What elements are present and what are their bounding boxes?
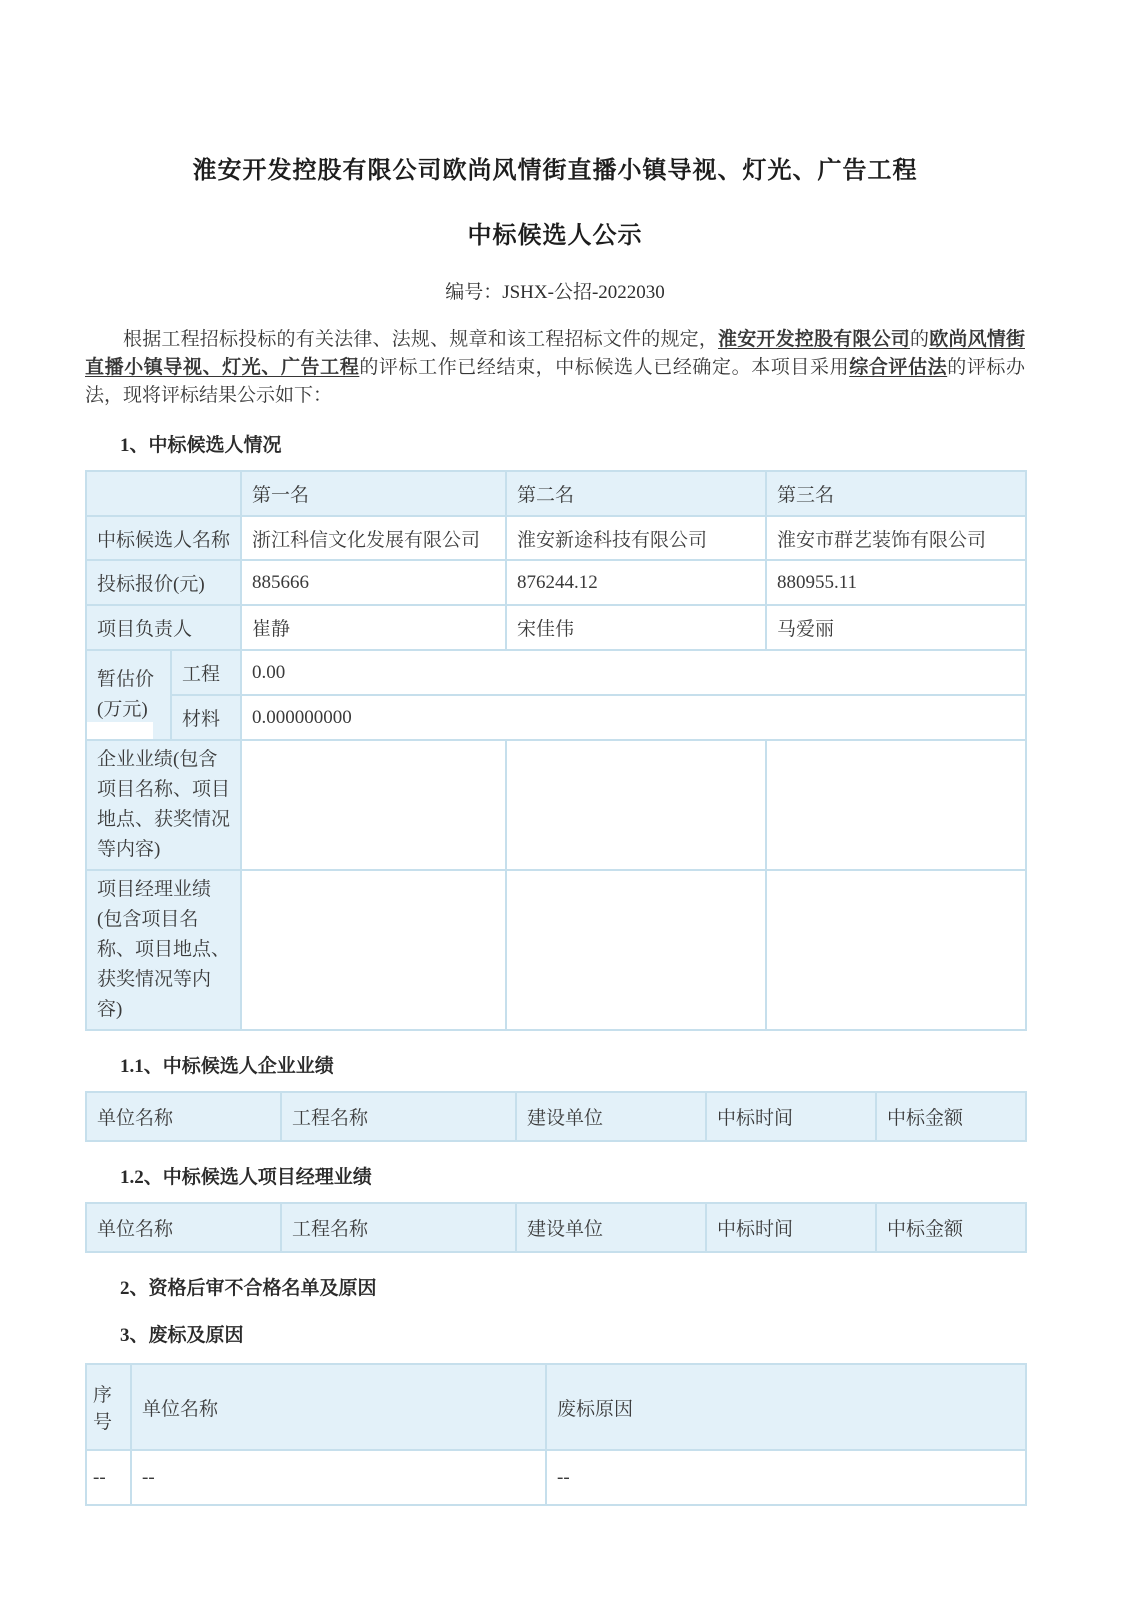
empty-cell [766,740,1026,870]
table-row [86,1092,1026,1141]
rank-1-header: 第一名 [241,471,506,516]
table-row [86,870,1026,1030]
intro-text-3: 的评标工作已经结束，中标候选人已经确定。本项目采用 [359,357,850,378]
provisional-material-label: 材料 [171,695,241,740]
serial-number-placeholder: -- [86,1450,131,1505]
provisional-material-value: 0.000000000 [241,695,1026,740]
provisional-engineering-label: 工程 [171,650,241,695]
column-header-construction-unit: 建设单位 [516,1203,706,1252]
candidates-table [85,470,1027,1031]
intro-paragraph [85,326,1025,410]
section-1-heading: 1、中标候选人情况 [120,435,282,456]
corner-cell [86,471,241,516]
manager-performance-table [85,1202,1027,1253]
section-1-2-heading: 1.2、中标候选人项目经理业绩 [120,1167,372,1188]
bid-price-3: 880955.11 [766,560,1026,605]
candidate-name-1: 浙江科信文化发展有限公司 [241,516,506,560]
rank-2-header: 第二名 [506,471,766,516]
bid-price-label: 投标报价(元) [86,560,241,605]
empty-cell [241,740,506,870]
cell-white-notch [87,722,153,739]
document-number: 编号：JSHX-公招-2022030 [445,282,665,303]
column-header-unit-name: 单位名称 [131,1364,546,1450]
intro-text-1: 根据工程招标投标的有关法律、法规、规章和该工程招标文件的规定， [123,329,719,350]
column-header-construction-unit: 建设单位 [516,1092,706,1141]
intro-text-4: 的评标办法，现将评标结果公示如下： [85,357,1025,406]
intro-text-2: 的 [909,329,930,350]
provisional-price-label [86,650,171,740]
enterprise-performance-table [85,1091,1027,1142]
project-manager-1: 崔静 [241,605,506,650]
section-1-1-heading: 1.1、中标候选人企业业绩 [120,1056,334,1077]
intro-project-name: 欧尚风情街直播小镇导视、灯光、广告工程 [85,329,1025,378]
table-row [86,560,1026,605]
manager-performance-label: 项目经理业绩(包含项目名称、项目地点、获奖情况等内容) [86,870,241,1030]
provisional-engineering-value: 0.00 [241,650,1026,695]
candidate-name-3: 淮安市群艺装饰有限公司 [766,516,1026,560]
candidate-name-label: 中标候选人名称 [86,516,241,560]
column-header-award-time: 中标时间 [706,1092,876,1141]
column-header-rejection-reason: 废标原因 [546,1364,1026,1450]
bid-price-1: 885666 [241,560,506,605]
table-row [86,471,1026,516]
unit-name-placeholder: -- [131,1450,546,1505]
empty-cell [506,870,766,1030]
rejection-reason-placeholder: -- [546,1450,1026,1505]
intro-company-name: 淮安开发控股有限公司 [718,329,910,350]
project-manager-3: 马爱丽 [766,605,1026,650]
empty-cell [506,740,766,870]
section-3-heading: 3、废标及原因 [120,1325,244,1346]
rejected-bids-table [85,1363,1027,1506]
table-row [86,1450,1026,1505]
provisional-price-label-text: 暂估价(万元) [97,669,155,720]
table-row [86,516,1026,560]
table-row [86,605,1026,650]
column-header-project-name: 工程名称 [281,1203,516,1252]
column-header-award-amount: 中标金额 [876,1203,1026,1252]
column-header-serial-number: 序号 [86,1364,131,1450]
section-2-heading: 2、资格后审不合格名单及原因 [120,1278,377,1299]
column-header-award-amount: 中标金额 [876,1092,1026,1141]
table-row [86,1203,1026,1252]
column-header-project-name: 工程名称 [281,1092,516,1141]
table-row [86,695,1026,740]
rank-3-header: 第三名 [766,471,1026,516]
project-manager-label: 项目负责人 [86,605,241,650]
table-row [86,650,1026,695]
table-row [86,1364,1026,1450]
column-header-award-time: 中标时间 [706,1203,876,1252]
intro-evaluation-method: 综合评估法 [849,357,948,378]
document-title-line2: 中标候选人公示 [467,223,643,249]
column-header-unit-name: 单位名称 [86,1092,281,1141]
enterprise-performance-label: 企业业绩(包含项目名称、项目地点、获奖情况等内容) [86,740,241,870]
bid-price-2: 876244.12 [506,560,766,605]
document-title-line1: 淮安开发控股有限公司欧尚风情街直播小镇导视、灯光、广告工程 [192,158,918,184]
empty-cell [241,870,506,1030]
column-header-unit-name: 单位名称 [86,1203,281,1252]
table-row [86,740,1026,870]
candidate-name-2: 淮安新途科技有限公司 [506,516,766,560]
empty-cell [766,870,1026,1030]
project-manager-2: 宋佳伟 [506,605,766,650]
